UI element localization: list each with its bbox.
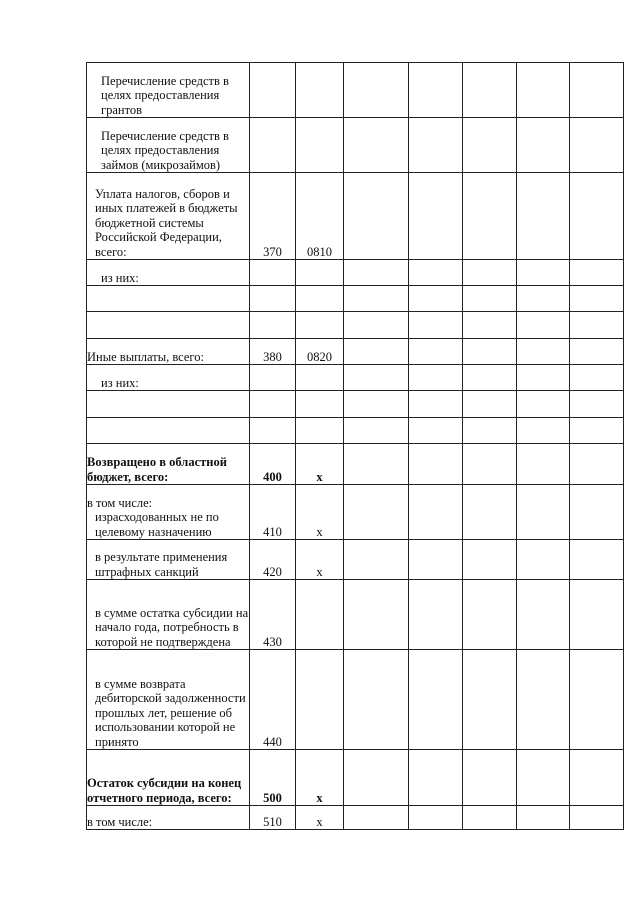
row-kosgu xyxy=(296,118,344,173)
table-row xyxy=(87,650,624,750)
value-cell xyxy=(570,63,624,118)
value-cell xyxy=(344,540,409,580)
row-kosgu xyxy=(296,286,344,312)
table-row xyxy=(87,118,624,173)
value-cell xyxy=(463,339,517,365)
row-kosgu xyxy=(296,580,344,650)
value-cell xyxy=(409,312,463,339)
row-kosgu xyxy=(296,418,344,444)
table-row xyxy=(87,260,624,286)
row-code: 410 xyxy=(250,485,296,540)
row-kosgu xyxy=(296,260,344,286)
value-cell xyxy=(570,312,624,339)
value-cell xyxy=(409,418,463,444)
row-name: Возвращено в областной бюджет, всего: xyxy=(87,444,250,485)
value-cell xyxy=(409,580,463,650)
value-cell xyxy=(463,650,517,750)
table-row xyxy=(87,312,624,339)
row-code xyxy=(250,118,296,173)
value-cell xyxy=(409,118,463,173)
subsidy-report-table xyxy=(86,62,624,830)
value-cell xyxy=(517,118,570,173)
value-cell xyxy=(409,540,463,580)
value-cell xyxy=(409,485,463,540)
value-cell xyxy=(463,580,517,650)
table-row xyxy=(87,173,624,260)
value-cell xyxy=(463,806,517,830)
value-cell xyxy=(517,312,570,339)
row-name: Уплата налогов, сборов и иных платежей в бюджеты бюджетной системы Российской Федерации, всего: xyxy=(87,173,250,260)
row-name: Иные выплаты, всего: xyxy=(87,339,250,365)
value-cell xyxy=(570,391,624,418)
value-cell xyxy=(517,286,570,312)
value-cell xyxy=(570,339,624,365)
value-cell xyxy=(344,418,409,444)
row-code xyxy=(250,365,296,391)
value-cell xyxy=(344,750,409,806)
row-kosgu: x xyxy=(296,485,344,540)
value-cell xyxy=(570,750,624,806)
row-code: 430 xyxy=(250,580,296,650)
value-cell xyxy=(463,418,517,444)
value-cell xyxy=(463,260,517,286)
table-row xyxy=(87,286,624,312)
row-code xyxy=(250,260,296,286)
value-cell xyxy=(517,750,570,806)
value-cell xyxy=(517,540,570,580)
row-code xyxy=(250,418,296,444)
value-cell xyxy=(463,750,517,806)
table-row xyxy=(87,365,624,391)
row-name: в сумме возврата дебиторской задолженности прошлых лет, решение об использовании которой не принято xyxy=(87,650,250,750)
value-cell xyxy=(344,365,409,391)
value-cell xyxy=(570,485,624,540)
value-cell xyxy=(517,173,570,260)
row-code: 500 xyxy=(250,750,296,806)
table-row xyxy=(87,63,624,118)
value-cell xyxy=(517,391,570,418)
table-row xyxy=(87,485,624,540)
row-kosgu: x xyxy=(296,444,344,485)
value-cell xyxy=(570,650,624,750)
row-code xyxy=(250,63,296,118)
row-name xyxy=(87,312,250,339)
row-kosgu xyxy=(296,365,344,391)
row-kosgu: 0820 xyxy=(296,339,344,365)
row-name: из них: xyxy=(87,260,250,286)
row-name xyxy=(87,391,250,418)
value-cell xyxy=(517,485,570,540)
value-cell xyxy=(463,63,517,118)
row-name: в том числе: xyxy=(87,806,250,830)
row-name xyxy=(87,418,250,444)
value-cell xyxy=(344,485,409,540)
row-name: в том числе: израсходованных не по целевому назначению xyxy=(87,485,250,540)
value-cell xyxy=(463,118,517,173)
value-cell xyxy=(463,540,517,580)
row-code: 370 xyxy=(250,173,296,260)
value-cell xyxy=(344,806,409,830)
value-cell xyxy=(344,173,409,260)
row-code: 440 xyxy=(250,650,296,750)
value-cell xyxy=(570,260,624,286)
value-cell xyxy=(517,580,570,650)
value-cell xyxy=(409,650,463,750)
value-cell xyxy=(409,750,463,806)
row-kosgu: x xyxy=(296,750,344,806)
row-code xyxy=(250,312,296,339)
value-cell xyxy=(344,650,409,750)
row-code xyxy=(250,391,296,418)
value-cell xyxy=(570,365,624,391)
value-cell xyxy=(517,365,570,391)
value-cell xyxy=(570,118,624,173)
table-row xyxy=(87,750,624,806)
row-code: 420 xyxy=(250,540,296,580)
table-row xyxy=(87,339,624,365)
row-kosgu xyxy=(296,391,344,418)
row-name xyxy=(87,286,250,312)
value-cell xyxy=(344,444,409,485)
value-cell xyxy=(570,173,624,260)
value-cell xyxy=(409,286,463,312)
row-code: 510 xyxy=(250,806,296,830)
row-name: Перечисление средств в целях предоставления грантов xyxy=(87,63,250,118)
value-cell xyxy=(344,312,409,339)
row-code xyxy=(250,286,296,312)
row-name: в сумме остатка субсидии на начало года, потребность в которой не подтверждена xyxy=(87,580,250,650)
table-row xyxy=(87,391,624,418)
value-cell xyxy=(409,63,463,118)
row-kosgu xyxy=(296,63,344,118)
row-kosgu: x xyxy=(296,540,344,580)
value-cell xyxy=(570,418,624,444)
value-cell xyxy=(463,173,517,260)
row-name: Остаток субсидии на конец отчетного периода, всего: xyxy=(87,750,250,806)
row-kosgu xyxy=(296,312,344,339)
value-cell xyxy=(517,339,570,365)
value-cell xyxy=(517,650,570,750)
value-cell xyxy=(463,391,517,418)
value-cell xyxy=(344,260,409,286)
value-cell xyxy=(517,63,570,118)
value-cell xyxy=(344,339,409,365)
value-cell xyxy=(463,365,517,391)
value-cell xyxy=(409,444,463,485)
value-cell xyxy=(463,485,517,540)
value-cell xyxy=(570,444,624,485)
row-name: в результате применения штрафных санкций xyxy=(87,540,250,580)
row-kosgu: 0810 xyxy=(296,173,344,260)
row-kosgu: x xyxy=(296,806,344,830)
value-cell xyxy=(570,540,624,580)
value-cell xyxy=(517,444,570,485)
value-cell xyxy=(409,173,463,260)
value-cell xyxy=(344,391,409,418)
value-cell xyxy=(463,444,517,485)
value-cell xyxy=(409,391,463,418)
value-cell xyxy=(344,118,409,173)
table-row xyxy=(87,444,624,485)
value-cell xyxy=(409,806,463,830)
value-cell xyxy=(409,365,463,391)
table-row xyxy=(87,540,624,580)
value-cell xyxy=(463,312,517,339)
row-name: Перечисление средств в целях предоставления займов (микрозаймов) xyxy=(87,118,250,173)
value-cell xyxy=(517,806,570,830)
value-cell xyxy=(517,418,570,444)
value-cell xyxy=(344,286,409,312)
row-code: 400 xyxy=(250,444,296,485)
value-cell xyxy=(409,339,463,365)
value-cell xyxy=(409,260,463,286)
value-cell xyxy=(570,806,624,830)
value-cell xyxy=(344,63,409,118)
value-cell xyxy=(570,580,624,650)
table-row xyxy=(87,580,624,650)
table-row xyxy=(87,806,624,830)
row-name: из них: xyxy=(87,365,250,391)
table-row xyxy=(87,418,624,444)
value-cell xyxy=(344,580,409,650)
value-cell xyxy=(463,286,517,312)
row-code: 380 xyxy=(250,339,296,365)
value-cell xyxy=(517,260,570,286)
value-cell xyxy=(570,286,624,312)
row-kosgu xyxy=(296,650,344,750)
